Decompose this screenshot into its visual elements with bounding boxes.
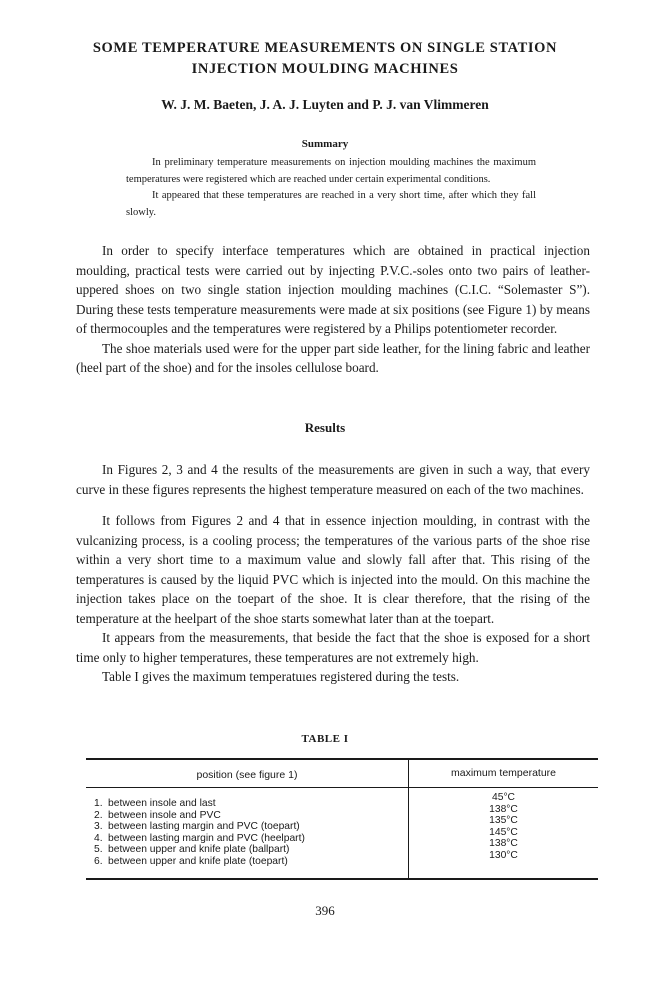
results-discussion — [76, 511, 590, 687]
row-position: between insole and PVC — [108, 809, 221, 821]
summary-heading: Summary — [301, 138, 349, 150]
header-rule — [86, 787, 598, 788]
body-paragraph: Table I gives the maximum temperatuıes registered during the tests. — [102, 669, 460, 684]
title-line-1: SOME TEMPERATURE MEASUREMENTS ON SINGLE STATION — [92, 40, 558, 56]
position-column — [94, 798, 404, 867]
row-number: 2. — [94, 809, 103, 821]
column-header-max-temperature: maximum temperature — [450, 767, 557, 779]
temperature-value: 45°C — [491, 792, 515, 803]
row-position: between upper and knife plate (toepart) — [108, 855, 288, 867]
temperature-value: 145°C — [489, 826, 518, 838]
column-header-position: position (see figure 1) — [196, 769, 298, 781]
table-row — [94, 833, 404, 845]
intro-section — [76, 241, 590, 378]
row-position: between lasting margin and PVC (heelpart) — [108, 832, 305, 844]
temperature-value: 135°C — [489, 815, 518, 826]
temperature-value: 138°C — [489, 838, 518, 849]
temperature-value: 138°C — [489, 803, 518, 815]
body-paragraph: The shoe materials used were for the upper part side leather, for the lining fabric and leather (heel part of the shoe) and for the insoles cellulose board. — [76, 340, 590, 375]
summary-paragraph: It appeared that these temperatures are reached in a very short time, after which they fall slowly. — [126, 190, 536, 218]
body-paragraph: In Figures 2, 3 and 4 the results of the measurements are given in such a way, that every curve in these figures represents the highest temperature measured on each of the two machines. — [76, 462, 590, 497]
article-title — [60, 38, 590, 80]
page-number: 396 — [315, 903, 335, 918]
row-number: 3. — [94, 821, 103, 832]
table-row — [94, 844, 404, 856]
temperature-value: 130°C — [489, 849, 518, 861]
row-position: between insole and last — [108, 798, 216, 809]
body-paragraph: In order to specify interface temperatures which are obtained in practical injection moulding, practical tests were carried out by injecting P.V.C.-soles onto two pairs of leather-uppered shoes on two single station injection moulding machines (C.I.C. “Solemaster S”). During these tests temperature measurements were made at six positions (see Figure 1) by means of thermocouples and the temperatures were registered by a Philips potentiometer recorder. — [76, 243, 590, 336]
summary-paragraph: In preliminary temperature measurements on injection moulding machines the maximum temperatures were registered which are reached under certain experimental conditions. — [126, 157, 536, 185]
table-caption: TABLE I — [301, 733, 349, 745]
table-row — [94, 798, 404, 810]
table-row — [94, 821, 404, 833]
body-paragraph: It appears from the measurements, that beside the fact that the shoe is exposed for a short time only to higher temperatures, these temperatures are not extremely high. — [76, 630, 590, 665]
temperature-column — [409, 792, 598, 861]
body-paragraph: It follows from Figures 2 and 4 that in essence injection moulding, in contrast with the vulcanizing process, is a cooling process; the temperatures of the various parts of the shoe rise within a very short time to a maximum value and slowly fall after that. This rising of the temperatures is caused by the liquid PVC which is injected into the mould. On this machine the injection takes place on the toepart of the shoe. It is clear therefore, that the rising of the temperature at the heelpart of the shoe starts somewhat later than at the toepart. — [76, 513, 590, 626]
temperature-table — [86, 758, 598, 880]
results-heading: Results — [304, 420, 346, 435]
row-number: 4. — [94, 832, 103, 844]
row-number: 5. — [94, 844, 103, 855]
table-row — [94, 810, 404, 822]
row-position: between upper and knife plate (ballpart) — [108, 844, 290, 855]
authors: W. J. M. Baeten, J. A. J. Luyten and P. J. van Vlimmeren — [161, 97, 489, 112]
results-intro — [76, 460, 590, 499]
row-number: 1. — [94, 798, 103, 809]
summary-abstract — [126, 155, 536, 221]
row-position: between lasting margin and PVC (toepart) — [108, 821, 300, 832]
row-number: 6. — [94, 855, 103, 867]
table-row — [94, 856, 404, 868]
title-line-2: INJECTION MOULDING MACHINES — [191, 61, 459, 77]
